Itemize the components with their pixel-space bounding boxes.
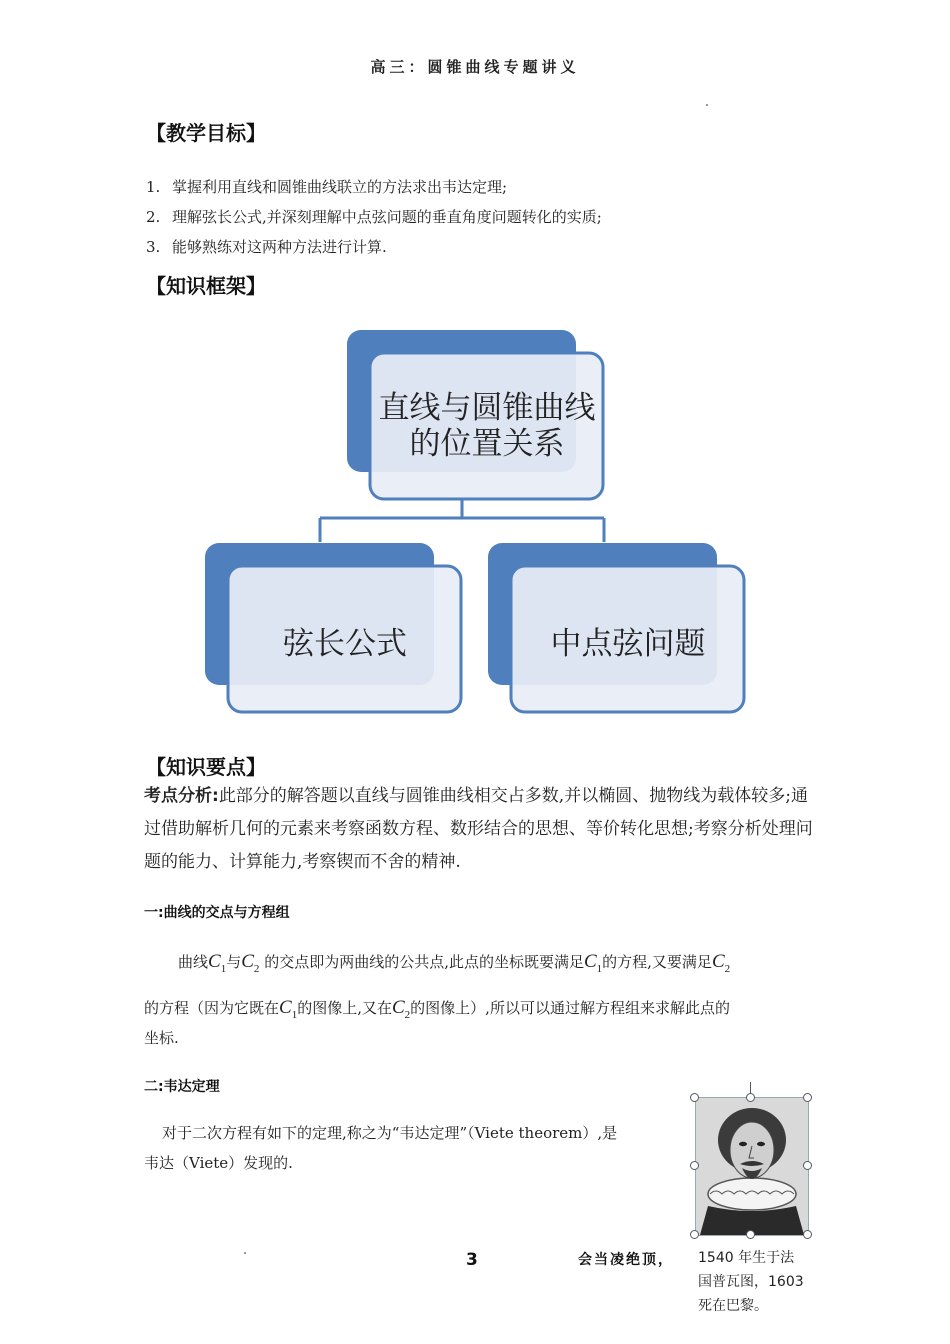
math-c2: $C_2$ (391, 997, 411, 1021)
part1-title: 一:曲线的交点与方程组 (144, 905, 290, 921)
diagram-root-label: 直线与圆锥曲线的位置关系 (378, 390, 596, 462)
page-header-title: 高三：圆锥曲线专题讲义 (370, 58, 580, 76)
resize-handle[interactable] (746, 1230, 755, 1239)
section-title-framework: 【知识框架】 (146, 274, 266, 298)
goal-number: 2. (146, 208, 161, 226)
diagram-left-label: 弦长公式 (283, 626, 407, 662)
part1-line3: 坐标. (144, 1029, 179, 1047)
part2-line1: 对于二次方程有如下的定理,称之为“韦达定理”（Viete theorem）,是 (162, 1124, 618, 1142)
math-c2: $C_2$ (711, 951, 731, 975)
analysis-label: 考点分析: (144, 786, 219, 806)
resize-handle[interactable] (690, 1230, 699, 1239)
part2-line2: 韦达（Viete）发现的. (144, 1154, 293, 1172)
resize-handle[interactable] (803, 1230, 812, 1239)
math-c2: $C_2$ (241, 951, 260, 975)
section-title-goals: 【教学目标】 (146, 121, 266, 145)
diagram-right-label: 中点弦问题 (550, 626, 706, 662)
part2-title: 二:韦达定理 (144, 1079, 220, 1095)
stray-dot (244, 1252, 246, 1254)
diagram-connectors (320, 500, 604, 542)
portrait-icon (696, 1098, 808, 1235)
footer-quote: 会当凌绝顶， (578, 1252, 674, 1268)
resize-handle[interactable] (690, 1093, 699, 1102)
goal-text: 理解弦长公式,并深刻理解中点弦问题的垂直角度问题转化的实质; (172, 208, 602, 226)
analysis-text: 此部分的解答题以直线与圆锥曲线相交占多数,并以椭圆、抛物线为载体较多;通过借助解析几何的元素来考察函数方程、数形结合的思想、等价转化思想;考察分析处理问题的能力、计算能力,考察锲而不舍的精神. (144, 786, 813, 872)
part1-line2: 的方程（因为它既在$C_1$的图像上,又在$C_2$的图像上）,所以可以通过解方程组来求解此点的 (144, 997, 730, 1021)
resize-handle[interactable] (803, 1161, 812, 1170)
goal-number: 1. (146, 178, 161, 196)
part1-line1: 曲线$C_1$与$C_2$ 的交点即为两曲线的公共点,此点的坐标既要满足$C_1$的方程,又要满足$C_2$ (178, 951, 731, 975)
viete-portrait-image[interactable] (695, 1097, 809, 1236)
section-title-points: 【知识要点】 (146, 755, 266, 779)
resize-handle[interactable] (746, 1093, 755, 1102)
goal-number: 3. (146, 238, 161, 256)
portrait-caption: 1540 年生于法 国普瓦图，1603 死在巴黎。 (698, 1250, 804, 1314)
page-number: 3 (466, 1250, 478, 1270)
goal-text: 能够熟练对这两种方法进行计算. (172, 238, 387, 256)
goal-text: 掌握利用直线和圆锥曲线联立的方法求出韦达定理; (172, 178, 508, 196)
resize-handle[interactable] (690, 1161, 699, 1170)
math-c1: $C_1$ (279, 997, 298, 1021)
math-c1: $C_1$ (208, 951, 227, 975)
math-c1: $C_1$ (583, 951, 603, 975)
resize-handle[interactable] (803, 1093, 812, 1102)
analysis-paragraph (144, 780, 814, 879)
